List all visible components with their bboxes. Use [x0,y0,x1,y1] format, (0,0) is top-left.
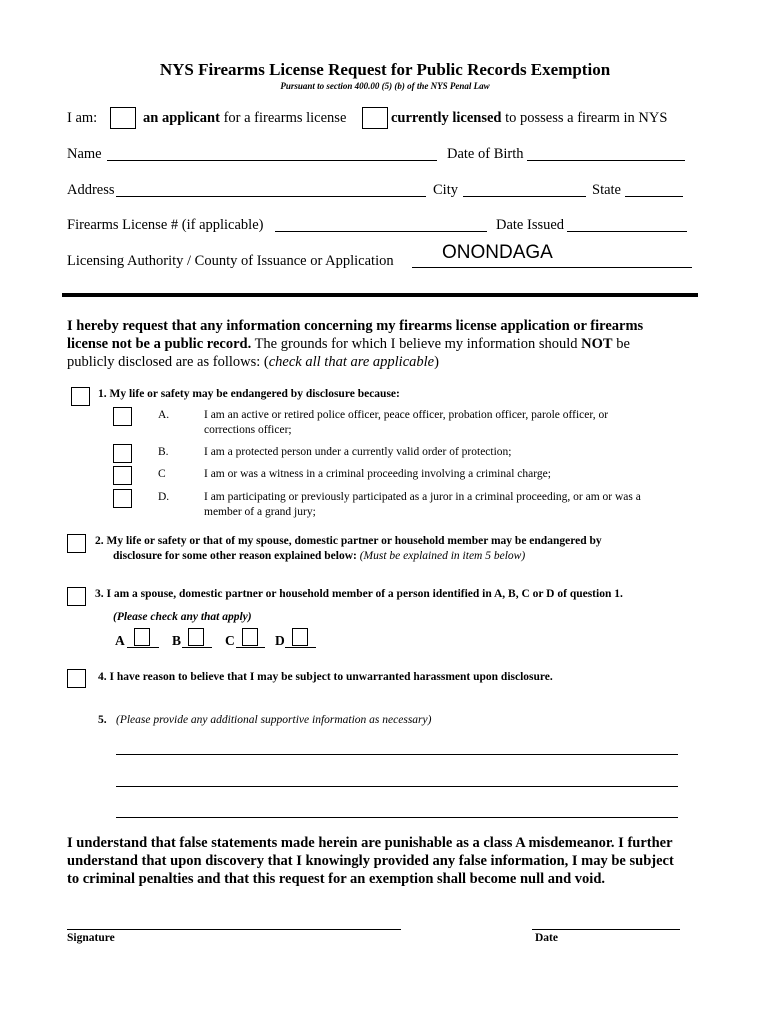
authority-label: Licensing Authority / County of Issuance or Application [67,253,394,269]
form-subtitle: Pursuant to section 400.00 (5) (b) of the NYS Penal Law [280,81,490,91]
request-not: NOT [581,336,613,352]
authority-value: ONONDAGA [442,242,553,263]
authority-field[interactable] [412,267,692,268]
item-3a-underline [127,647,159,648]
item-1a-text-line-2: corrections officer; [204,424,292,436]
request-line-3-end: ) [434,354,439,370]
item-3-note: (Please check any that apply) [113,611,252,623]
licensed-option-text [391,110,667,127]
i-am-label: I am: [67,110,98,126]
date-label: Date [535,932,558,944]
item-5-number: 5. [98,714,107,726]
form-title: NYS Firearms License Request for Public Records Exemption [159,60,611,79]
license-field[interactable] [275,231,487,232]
item-1-checkbox[interactable] [71,387,90,406]
applicant-option-bold: an applicant [143,110,220,126]
request-line-2-rest: The grounds for which I believe my information should [254,336,578,352]
item-3c-underline [236,647,265,648]
item-3-checkbox[interactable] [67,587,86,606]
item-2-line-2-bold: disclosure for some other reason explained below: [113,550,357,562]
dob-label: Date of Birth [447,146,524,162]
dob-field[interactable] [527,160,685,161]
item-3c-checkbox[interactable] [242,628,258,646]
item-2-line-2 [113,550,525,562]
item-3a-checkbox[interactable] [134,628,150,646]
item-3d-checkbox[interactable] [292,628,308,646]
address-label: Address [67,182,115,198]
item-1b-text: I am a protected person under a currently valid order of protection; [204,446,512,458]
request-line-2 [67,336,630,353]
date-issued-field[interactable] [567,231,687,232]
request-line-2-end: be [616,336,630,352]
item-5-label: (Please provide any additional supportive information as necessary) [116,714,432,726]
item-3b-checkbox[interactable] [188,628,204,646]
request-line-1: I hereby request that any information concerning my firearms license application or firearms [67,318,644,334]
signature-field[interactable] [67,929,401,930]
item-1a-checkbox[interactable] [113,407,132,426]
item-5-line-2[interactable] [116,786,678,787]
date-issued-label: Date Issued [496,217,565,233]
applicant-option-text [143,110,346,127]
item-3b-letter: B [172,633,182,648]
item-1c-checkbox[interactable] [113,466,132,485]
city-label: City [433,182,458,198]
signature-label: Signature [67,932,115,944]
item-1b-checkbox[interactable] [113,444,132,463]
declaration-line-1: I understand that false statements made herein are punishable as a class A misdemeanor. I further [67,835,673,851]
request-line-3 [67,354,439,371]
item-4-checkbox[interactable] [67,669,86,688]
declaration-line-2: understand that upon discovery that I knowingly provided any false information, I may be subject [67,853,674,869]
address-field[interactable] [116,196,426,197]
request-line-2-bold: license not be a public record. [67,336,252,352]
date-field[interactable] [532,929,680,930]
item-5-line-1[interactable] [116,754,678,755]
licensed-option-bold: currently licensed [391,110,502,126]
item-5-line-3[interactable] [116,817,678,818]
name-label: Name [67,146,102,162]
item-1b-letter: B. [158,446,169,458]
request-line-3-italic: check all that are applicable [268,354,435,370]
item-1d-letter: D. [158,491,170,503]
item-1c-text: I am or was a witness in a criminal proceeding involving a criminal charge; [204,468,551,480]
item-3d-underline [285,647,316,648]
item-1c-letter: C [158,468,166,480]
section-divider [62,293,698,297]
request-line-3-start: publicly disclosed are as follows: ( [67,354,269,370]
item-1a-letter: A. [158,409,170,421]
license-label: Firearms License # (if applicable) [67,217,264,233]
item-1d-checkbox[interactable] [113,489,132,508]
item-1a-text-line-1: I am an active or retired police officer, peace officer, probation officer, parole officer, or [204,409,609,421]
applicant-option-rest: for a firearms license [223,110,347,126]
item-2-line-2-italic: (Must be explained in item 5 below) [359,550,526,562]
item-3-line-1: 3. I am a spouse, domestic partner or household member of a person identified in A, B, C or D of question 1. [95,588,623,600]
licensed-checkbox[interactable] [362,107,388,129]
applicant-checkbox[interactable] [110,107,136,129]
item-3c-letter: C [225,633,235,648]
state-label: State [592,182,621,198]
name-field[interactable] [107,160,437,161]
declaration-line-3: to criminal penalties and that this request for an exemption shall become null and void. [67,871,606,887]
item-3b-underline [182,647,212,648]
state-field[interactable] [625,196,683,197]
city-field[interactable] [463,196,586,197]
item-2-line-1: 2. My life or safety or that of my spouse, domestic partner or household member may be endangered by [95,535,602,547]
item-3d-letter: D [275,633,285,648]
item-1-label: 1. My life or safety may be endangered by disclosure because: [98,388,400,400]
item-4-label: 4. I have reason to believe that I may be subject to unwarranted harassment upon disclosure. [98,671,553,683]
item-1d-text-line-2: member of a grand jury; [204,506,316,518]
item-2-checkbox[interactable] [67,534,86,553]
item-1d-text-line-1: I am participating or previously participated as a juror in a criminal proceeding, or am or was a [204,491,641,503]
item-3a-letter: A [115,633,125,648]
licensed-option-rest: to possess a firearm in NYS [505,110,668,126]
